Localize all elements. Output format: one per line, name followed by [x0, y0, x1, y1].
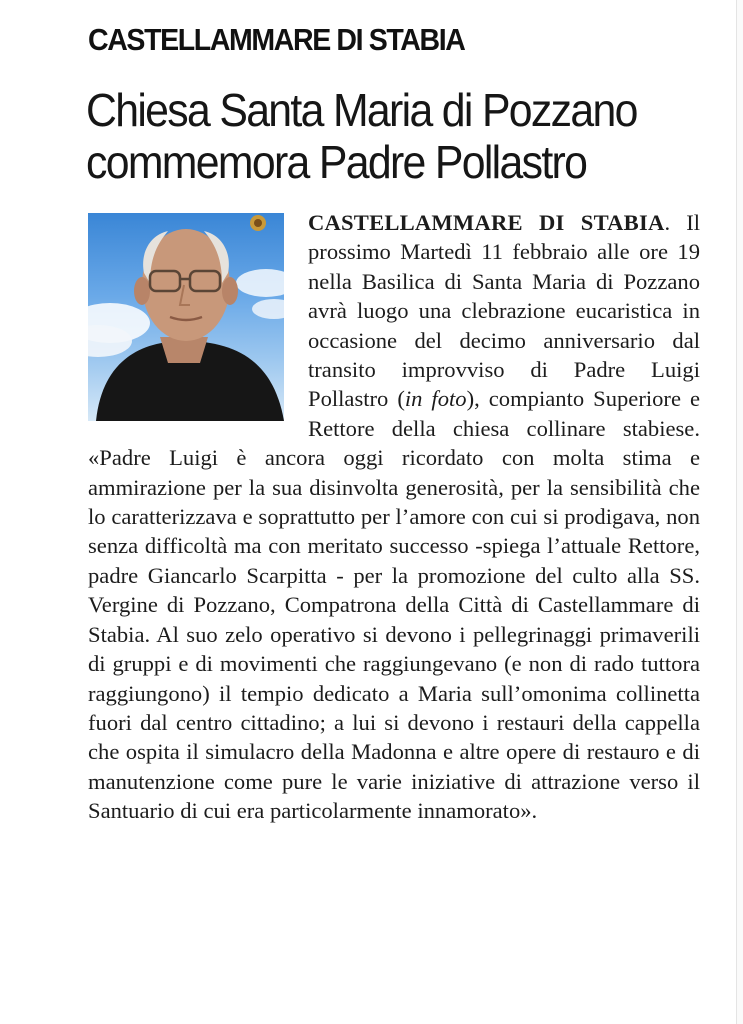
- photo-reference: in foto: [404, 386, 467, 412]
- body-text-part-2: ), compianto Superiore e Rettore della chiesa collinare stabiese. «Padre Luigi è ancora oggi ricordato con molta stima e ammirazione per la sua disinvolta generosità, per la sensibilità che lo caratterizzava e soprattutto per l’amore con cui si prodigava, non senza difficoltà ma con meritato successo -spiega l’attuale Rettore, padre Giancarlo Scarpitta - per la promozione del culto alla SS. Vergine di Pozzano, Compatrona della Città di Castellammare di Stabia. Al suo zelo operativo si devono i pellegrinaggi primaverili di gruppi e di movimenti che raggiungevano (e non di rado tuttora raggiungono) il tempio dedicato a Maria sull’omonima collinetta fuori dal centro cittadino; a lui si devono i restauri della cappella che ospita il simulacro della Madonna e altre opere di restauro e di manutenzione come pure le varie iniziative di attrazione verso il Santuario di cui era particolarmente innamorato».: [88, 386, 700, 824]
- portrait-photo: [88, 213, 284, 421]
- body-text-part-1: . Il prossimo Martedì 11 febbraio alle ore 19 nella Basilica di Santa Maria di Pozzano avrà luogo una clebrazione eucaristica in occasione del decimo anniversario dal transito improvviso di Padre Luigi Pollastro (: [308, 210, 700, 412]
- article-body: [88, 208, 700, 826]
- emblem-icon: [250, 215, 266, 231]
- portrait-illustration: [88, 213, 284, 421]
- body-lead: CASTELLAMMARE DI STABIA: [308, 210, 665, 235]
- section-kicker: CASTELLAMMARE DI STABIA: [88, 22, 465, 57]
- adjacent-column-edge: [736, 0, 743, 1024]
- article-headline: [86, 84, 726, 188]
- headline-line-1: Chiesa Santa Maria di Pozzano: [86, 84, 637, 136]
- headline-line-2: commemora Padre Pollastro: [86, 136, 587, 188]
